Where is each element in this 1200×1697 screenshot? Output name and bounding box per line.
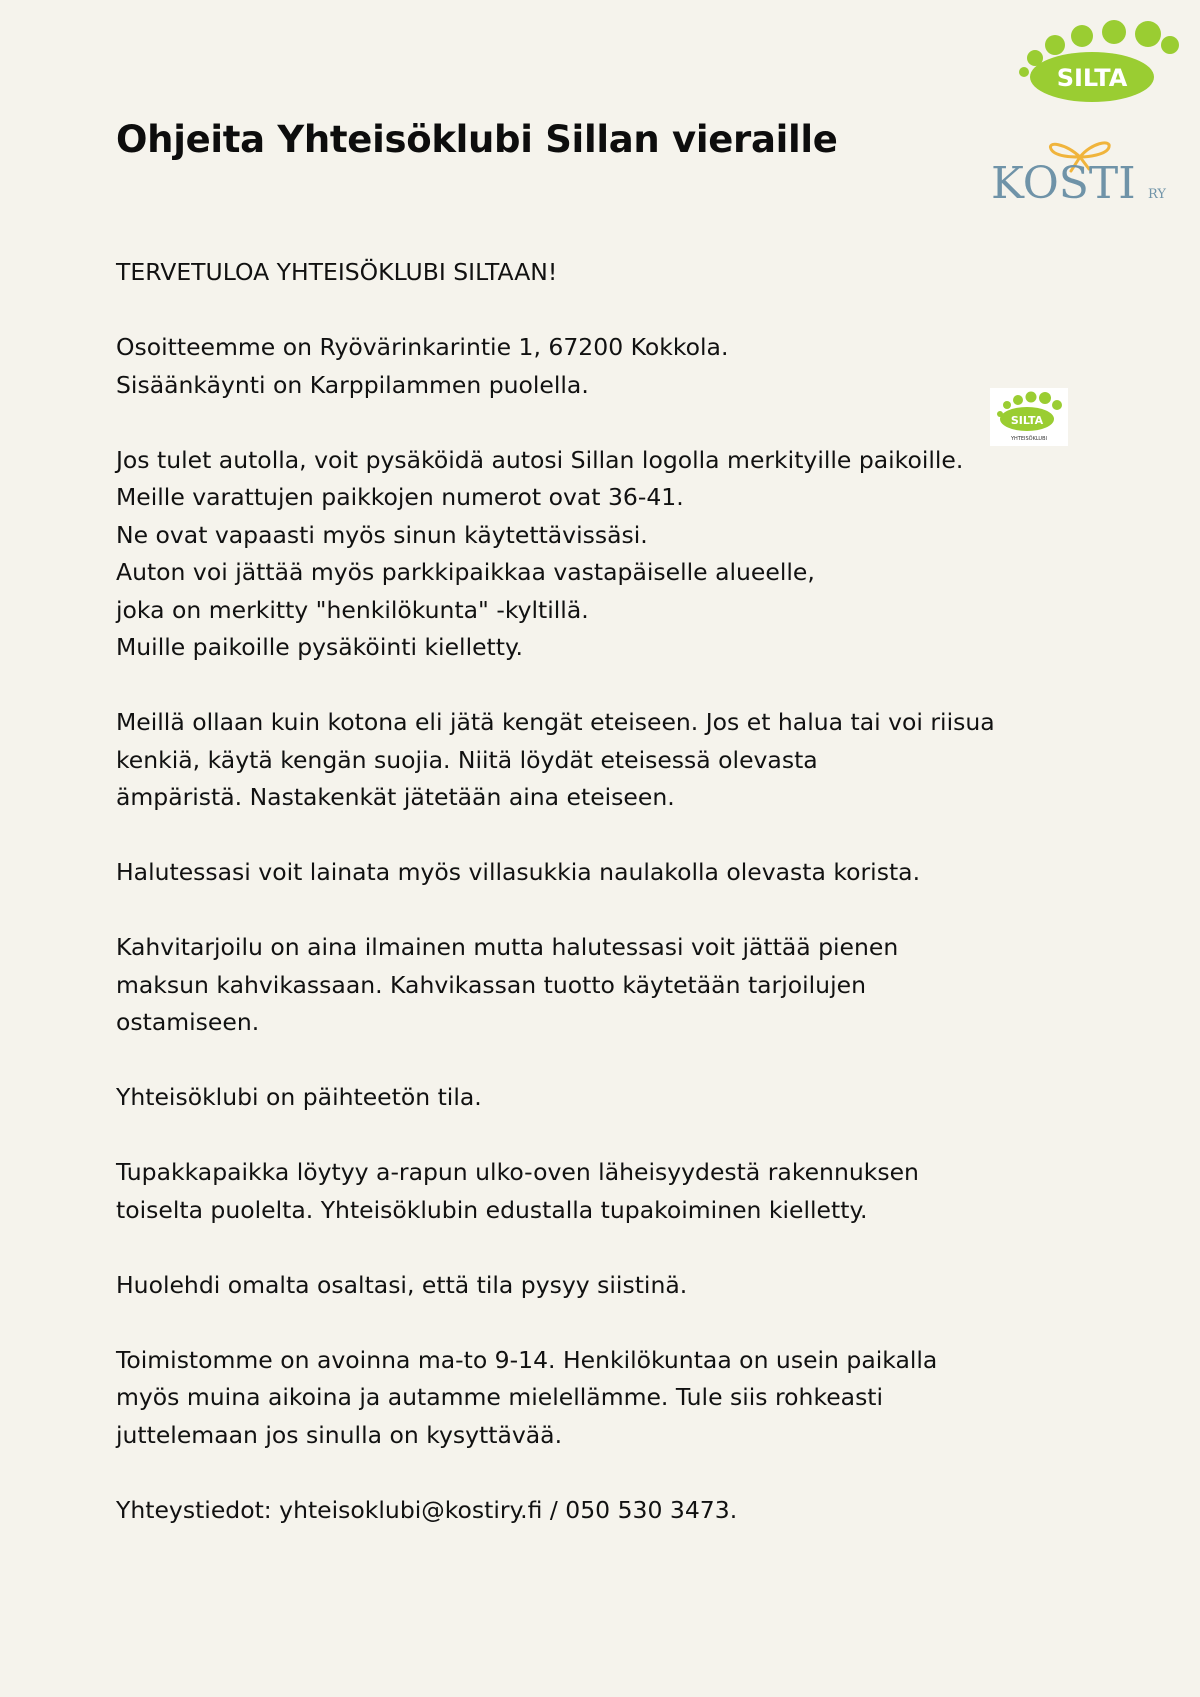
text-line: toiselta puolelta. Yhteisöklubin edustalla tupakoiminen kielletty. bbox=[116, 1195, 868, 1224]
paragraph-shoes bbox=[116, 704, 1146, 817]
kosti-logo-text: KOSTI bbox=[991, 158, 1136, 209]
text-line: maksun kahvikassaan. Kahvikassan tuotto käytetään tarjoilujen bbox=[116, 970, 866, 999]
small-logo-subtitle: YHTEISÖKLUBI bbox=[1011, 436, 1047, 442]
small-logo-text: SILTA bbox=[1010, 414, 1044, 427]
text-line: juttelemaan jos sinulla on kysyttävää. bbox=[116, 1420, 563, 1449]
body-text bbox=[116, 254, 1146, 1567]
contact-info: Yhteystiedot: yhteisoklubi@kostiry.fi / 050 530 3473. bbox=[116, 1495, 738, 1524]
paragraph-contact bbox=[116, 1492, 1146, 1530]
text-line: Ne ovat vapaasti myös sinun käytettävissäsi. bbox=[116, 520, 648, 549]
text-line: Halutessasi voit lainata myös villasukkia naulakolla olevasta korista. bbox=[116, 858, 921, 886]
silta-logo-toe-4 bbox=[1071, 25, 1093, 47]
text-line: Kahvitarjoilu on aina ilmainen mutta halutessasi voit jättää pienen bbox=[116, 933, 899, 961]
text-line: Huolehdi omalta osaltasi, että tila pysyy siistinä. bbox=[116, 1270, 688, 1299]
text-line: ämpäristä. Nastakenkät jätetään aina eteiseen. bbox=[116, 783, 675, 811]
text-line: Muille paikoille pysäköinti kielletty. bbox=[116, 633, 524, 661]
text-line: ostamiseen. bbox=[116, 1008, 260, 1036]
text-line: Sisäänkäynti on Karppilammen puolella. bbox=[116, 370, 589, 399]
paragraph-parking bbox=[116, 442, 1146, 667]
kosti-logo bbox=[985, 135, 1175, 210]
text-line: TERVETULOA YHTEISÖKLUBI SILTAAN! bbox=[116, 258, 558, 286]
paragraph-coffee bbox=[116, 929, 1146, 1042]
text-line: Yhteisöklubi on päihteetön tila. bbox=[116, 1083, 482, 1111]
silta-logo-toe-3 bbox=[1045, 35, 1065, 55]
kosti-logo-suffix: RY bbox=[1148, 187, 1166, 202]
text-line: Jos tulet autolla, voit pysäköidä autosi Sillan logolla merkityille paikoille. bbox=[116, 445, 964, 474]
silta-logo-toe-1 bbox=[1019, 67, 1029, 77]
paragraph-office-hours bbox=[116, 1342, 1146, 1455]
silta-logo-toe-6 bbox=[1135, 21, 1161, 47]
text-line: Auton voi jättää myös parkkipaikkaa vastapäiselle alueelle, bbox=[116, 558, 815, 586]
paragraph-welcome bbox=[116, 254, 1146, 292]
silta-logo-toe-5 bbox=[1102, 20, 1126, 44]
silta-logo-toe-2 bbox=[1027, 50, 1043, 66]
text-line: Meille varattujen paikkojen numerot ovat 36-41. bbox=[116, 483, 684, 511]
paragraph-address bbox=[116, 329, 1146, 404]
paragraph-substance-free bbox=[116, 1079, 1146, 1117]
page-title: Ohjeita Yhteisöklubi Sillan vieraille bbox=[116, 118, 838, 161]
paragraph-smoking bbox=[116, 1154, 1146, 1229]
text-line: Toimistomme on avoinna ma-to 9-14. Henkilökuntaa on usein paikalla bbox=[116, 1345, 938, 1374]
paragraph-socks bbox=[116, 854, 1146, 892]
silta-logo bbox=[1010, 20, 1180, 106]
text-line: Osoitteemme on Ryövärinkarintie 1, 67200 Kokkola. bbox=[116, 333, 729, 361]
text-line: Tupakkapaikka löytyy a-rapun ulko-oven läheisyydestä rakennuksen bbox=[116, 1158, 919, 1186]
silta-logo-text: SILTA bbox=[1056, 64, 1128, 92]
silta-logo-toe-7 bbox=[1161, 36, 1179, 54]
text-line: kenkiä, käytä kengän suojia. Niitä löydät eteisessä olevasta bbox=[116, 745, 818, 774]
text-line: joka on merkitty "henkilökunta" -kyltillä. bbox=[116, 595, 589, 624]
paragraph-tidiness bbox=[116, 1267, 1146, 1305]
text-line: myös muina aikoina ja autamme mielellämme. Tule siis rohkeasti bbox=[116, 1383, 884, 1411]
text-line: Meillä ollaan kuin kotona eli jätä kengät eteiseen. Jos et halua tai voi riisua bbox=[116, 708, 995, 736]
